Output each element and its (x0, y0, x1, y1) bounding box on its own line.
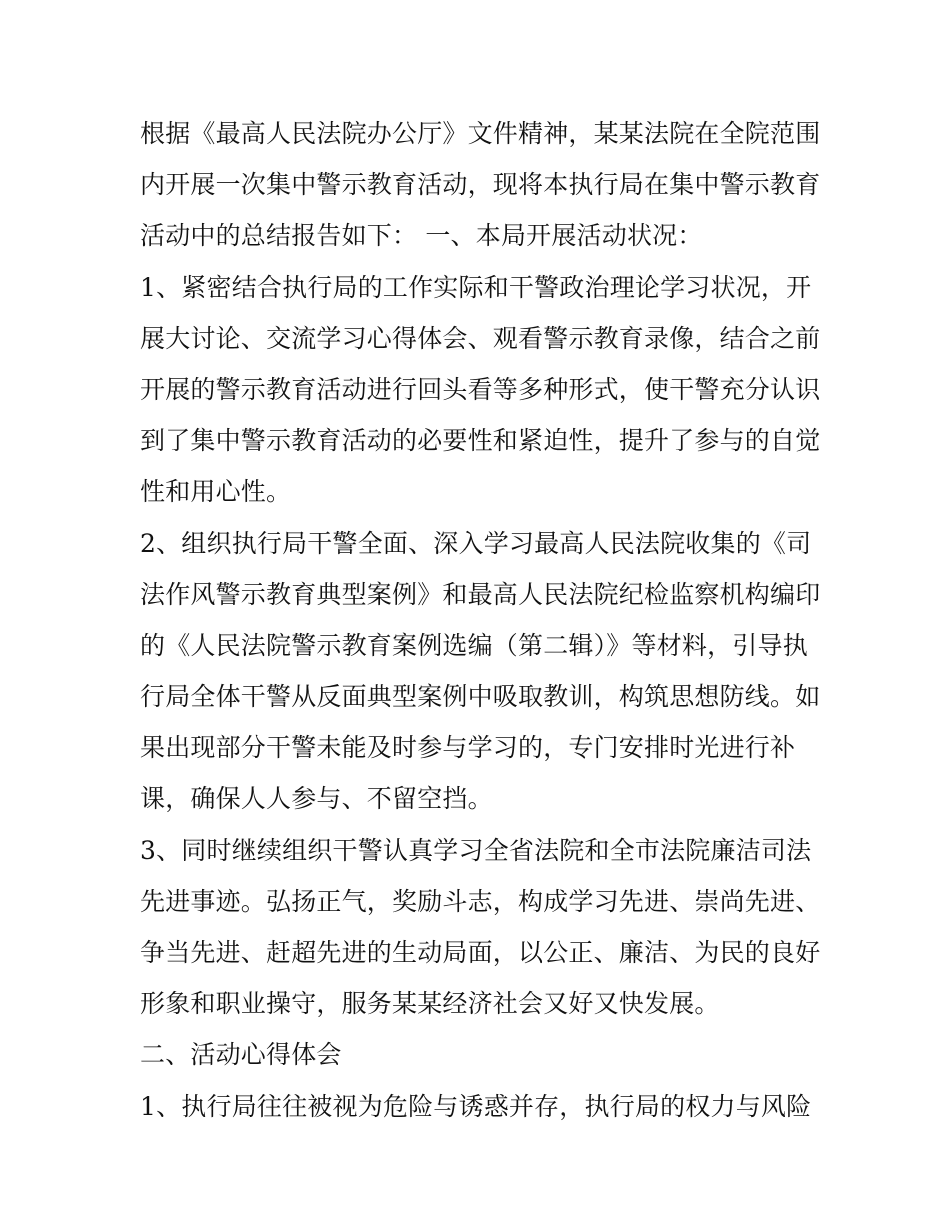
text-line: 先进事迹。弘扬正气，奖励斗志，构成学习先进、崇尚先进、 (140, 886, 821, 916)
text-line: 1、紧密结合执行局的工作实际和干警政治理论学习状况，开 (140, 272, 812, 302)
text-line: 性和用心性。 (140, 477, 292, 507)
text-line: 行局全体干警从反面典型案例中吸取教训，构筑思想防线。如 (140, 682, 821, 712)
text-line: 开展的警示教育活动进行回头看等多种形式，使干警充分认识 (140, 374, 821, 404)
text-line: 课，确保人人参与、不留空挡。 (140, 784, 493, 814)
text-line: 法作风警示教育典型案例》和最高人民法院纪检监察机构编印 (140, 579, 821, 609)
text-line: 3、同时继续组织干警认真学习全省法院和全市法院廉洁司法 (140, 835, 812, 865)
text-line: 到了集中警示教育活动的必要性和紧迫性，提升了参与的自觉 (140, 426, 821, 456)
text-line: 展大讨论、交流学习心得体会、观看警示教育录像，结合之前 (140, 323, 821, 353)
text-line: 1、执行局往往被视为危险与诱惑并存，执行局的权力与风险 (140, 1091, 812, 1121)
text-line: 根据《最高人民法院办公厅》文件精神，某某法院在全院范围 (140, 119, 821, 148)
document-body (140, 108, 840, 1132)
text-line: 果出现部分干警未能及时参与学习的，专门安排时光进行补 (140, 733, 796, 763)
section-heading: 二、活动心得体会 (140, 1040, 342, 1070)
text-line: 2、组织执行局干警全面、深入学习最高人民法院收集的《司 (140, 528, 812, 558)
text-line: 内开展一次集中警示教育活动，现将本执行局在集中警示教育 (140, 170, 821, 200)
text-line: 形象和职业操守，服务某某经济社会又好又快发展。 (140, 989, 720, 1019)
text-line: 活动中的总结报告如下： 一、本局开展活动状况： (140, 221, 703, 251)
text-line: 的《人民法院警示教育案例选编（第二辑）》等材料，引导执 (140, 630, 808, 660)
text-line: 争当先进、赶超先进的生动局面，以公正、廉洁、为民的良好 (140, 938, 821, 967)
